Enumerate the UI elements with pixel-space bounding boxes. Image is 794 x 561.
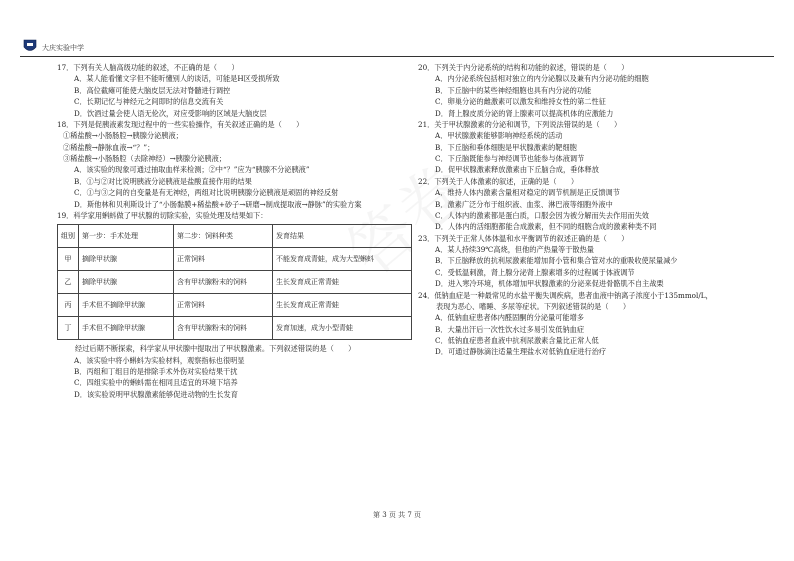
- option: B．激素广泛分布于组织液、血浆、淋巴液等细胞外液中: [435, 199, 613, 209]
- option: A．某人能看懂文字但不能听懂别人的谈话，可能是H区受损所致: [74, 74, 280, 84]
- option: D．促甲状腺激素释放激素由下丘脑合成，垂体释放: [435, 165, 599, 175]
- option: C．低钠血症患者血液中抗利尿激素含量比正常人低: [435, 336, 599, 345]
- table-cell: 生长发育成正常青蛙: [273, 294, 412, 317]
- option: D．斯他林和贝利斯设计了“小肠黏膜+稀盐酸+砂子→研磨→制成提取液→静脉”的实验方案: [74, 199, 362, 209]
- table-cell: 丁: [58, 317, 79, 340]
- option: B．下丘脑和垂体细胞是甲状腺激素的靶细胞: [435, 142, 577, 152]
- option: C．①与③之间的自变量是有无神经，两组对比说明胰腺分泌胰液是顽固的神经反射: [74, 188, 339, 198]
- left-column: [57, 62, 417, 400]
- question-19: [57, 210, 417, 400]
- option: C．四组实验中的蝌蚪需在相同且适宜的环境下培养: [74, 378, 238, 388]
- question-stem: 22．下列关于人体激素的叙述，正确的是（ ）: [418, 176, 579, 186]
- question-stem: 24．低钠血症是一种最常见的水盐平衡失调疾病，患者血液中钠离子浓度小于135mmol/L，: [418, 290, 713, 300]
- option: A．甲状腺激素能够影响神经系统的活动: [435, 131, 563, 141]
- table-cell: 不能发育成青蛙，成为大型蝌蚪: [273, 248, 412, 271]
- option: A．某人持续39℃高烧，但他的产热量等于散热量: [435, 245, 594, 254]
- option: C．卵巢分泌的雌激素可以激发和维持女性的第二性征: [435, 97, 606, 107]
- table-header-row: [58, 225, 412, 248]
- page-number: 第 3 页 共 7 页: [372, 511, 422, 519]
- option: C．受低温刺激，肾上腺分泌肾上腺素增多的过程属于体液调节: [435, 267, 635, 277]
- option: D．进入寒冷环境，机体增加甲状腺激素的分泌来促进骨骼肌不自主战栗: [435, 279, 664, 289]
- table-cell: 生长发育成正常青蛙: [273, 271, 412, 294]
- question-24: [418, 290, 778, 358]
- school-logo-icon: [22, 38, 38, 54]
- table-cell: 含有甲状腺粉末的饲料: [174, 271, 273, 294]
- table-cell: 手术但不摘除甲状腺: [79, 317, 174, 340]
- question-22: [418, 176, 778, 233]
- option: D．可通过静脉滴注适量生理盐水对低钠血症进行治疗: [435, 347, 607, 357]
- table-cell: 发育加速，成为小型青蛙: [273, 317, 412, 340]
- table-row: [58, 271, 412, 294]
- question-23: [418, 233, 778, 290]
- table-header: 发育结果: [273, 225, 412, 248]
- option: C．下丘脑既能参与神经调节也能参与体液调节: [435, 154, 585, 163]
- option: A．低钠血症患者体内醛固酮的分泌量可能增多: [435, 313, 584, 323]
- option: C．长期记忆与神经元之间即时的信息交流有关: [74, 97, 224, 107]
- table-cell: 丙: [58, 294, 79, 317]
- option: B．丙组和丁组目的是排除手术外伤对实验结果干扰: [74, 367, 238, 376]
- question-stem-continuation: 表现为恶心、嗜睡、多尿等症状。下列叙述错误的是（ ）: [436, 301, 631, 311]
- option: B．下丘脑中的某些神经细胞也具有内分泌的功能: [435, 85, 592, 95]
- table-cell: 正常饲料: [174, 294, 273, 317]
- option: A．该实验的现象可通过抽取血样来检测；②中“？”应为“胰腺不分泌胰液”: [74, 165, 310, 175]
- question-17: [57, 62, 417, 119]
- option: B．①与②对比说明胰液分泌胰液是盐酸直接作用的结果: [74, 176, 252, 186]
- experiment-table: [57, 224, 412, 340]
- question-stem: 21．关于甲状腺激素的分泌和调节，下列说法错误的是（ ）: [418, 119, 622, 129]
- option: B．大量出汗后一次性饮水过多易引发低钠血症: [435, 324, 585, 334]
- option: D．人体内的活细胞都能合成激素，但不同的细胞合成的激素种类不同: [435, 222, 657, 232]
- question-stem: 17．下列有关人脑高级功能的叙述，不正确的是（ ）: [57, 63, 239, 72]
- table-cell: 摘除甲状腺: [79, 248, 174, 271]
- option: B．高位截瘫可能使大脑皮层无法对脊髓进行调控: [74, 85, 231, 95]
- option: A．该实验中将小蝌蚪为实验材料，观察指标也很明显: [74, 355, 245, 365]
- option: D．饮酒过量会使人语无伦次，对应受影响的区域是大脑皮层: [74, 108, 267, 118]
- option: D．该实验说明甲状腺激素能够促进动物的生长发育: [74, 389, 238, 399]
- right-column: [418, 62, 778, 358]
- table-cell: 甲: [58, 248, 79, 271]
- option: A．维持人体内激素含量相对稳定的调节机制是正反馈调节: [435, 188, 620, 198]
- experiment-step: ②稀盐酸→静脉血液→“？”；: [63, 142, 155, 152]
- table-cell: 摘除甲状腺: [79, 271, 174, 294]
- option: C．人体内的激素都是蛋白质，口服会因为被分解而失去作用而失效: [435, 210, 649, 220]
- question-stem: 20．下列关于内分泌系统的结构和功能的叙述，错误的是（ ）: [418, 63, 629, 72]
- table-header: 第二步：饲料种类: [174, 225, 273, 248]
- question-18: [57, 119, 417, 210]
- table-row: [58, 248, 412, 271]
- option: A．内分泌系统包括相对独立的内分泌腺以及兼有内分泌功能的细胞: [435, 74, 649, 84]
- option: B．下丘脑释放的抗利尿激素能增加肾小管和集合管对水的重吸收使尿量减少: [435, 256, 678, 266]
- experiment-step: ③稀盐酸→小肠肠腔（去除神经）→胰腺分泌胰液；: [63, 154, 226, 163]
- table-header: 组别: [58, 225, 79, 248]
- table-cell: 含有甲状腺粉末的饲料: [174, 317, 273, 340]
- question-stem: 18．下列是促胰液素发现过程中的一些实验操作，有关叙述正确的是（ ）: [57, 119, 304, 129]
- question-stem: 23．下列关于正常人体体温和水平衡调节的叙述正确的是（ ）: [418, 233, 629, 243]
- table-cell: 手术但不摘除甲状腺: [79, 294, 174, 317]
- question-21: [418, 119, 778, 176]
- question-stem: 19．科学家用蝌蚪做了甲状腺的切除实验，实验处理及结果如下：: [57, 210, 268, 220]
- question-continuation: 经过后期不断探索，科学家从甲状腺中提取出了甲状腺激素。下列叙述错误的是（ ）: [75, 344, 356, 354]
- school-name: 大庆实验中学: [42, 44, 84, 52]
- table-header: 第一步：手术处理: [79, 225, 174, 248]
- table-row: [58, 317, 412, 340]
- table-row: [58, 294, 412, 317]
- table-cell: 乙: [58, 271, 79, 294]
- table-cell: 正常饲料: [174, 248, 273, 271]
- experiment-step: ①稀盐酸→小肠肠腔→胰腺分泌胰液；: [63, 131, 183, 141]
- option: D．肾上腺皮质分泌的肾上腺素可以提高机体的应激能力: [435, 108, 614, 118]
- page-header: [20, 38, 774, 57]
- question-20: [418, 62, 778, 119]
